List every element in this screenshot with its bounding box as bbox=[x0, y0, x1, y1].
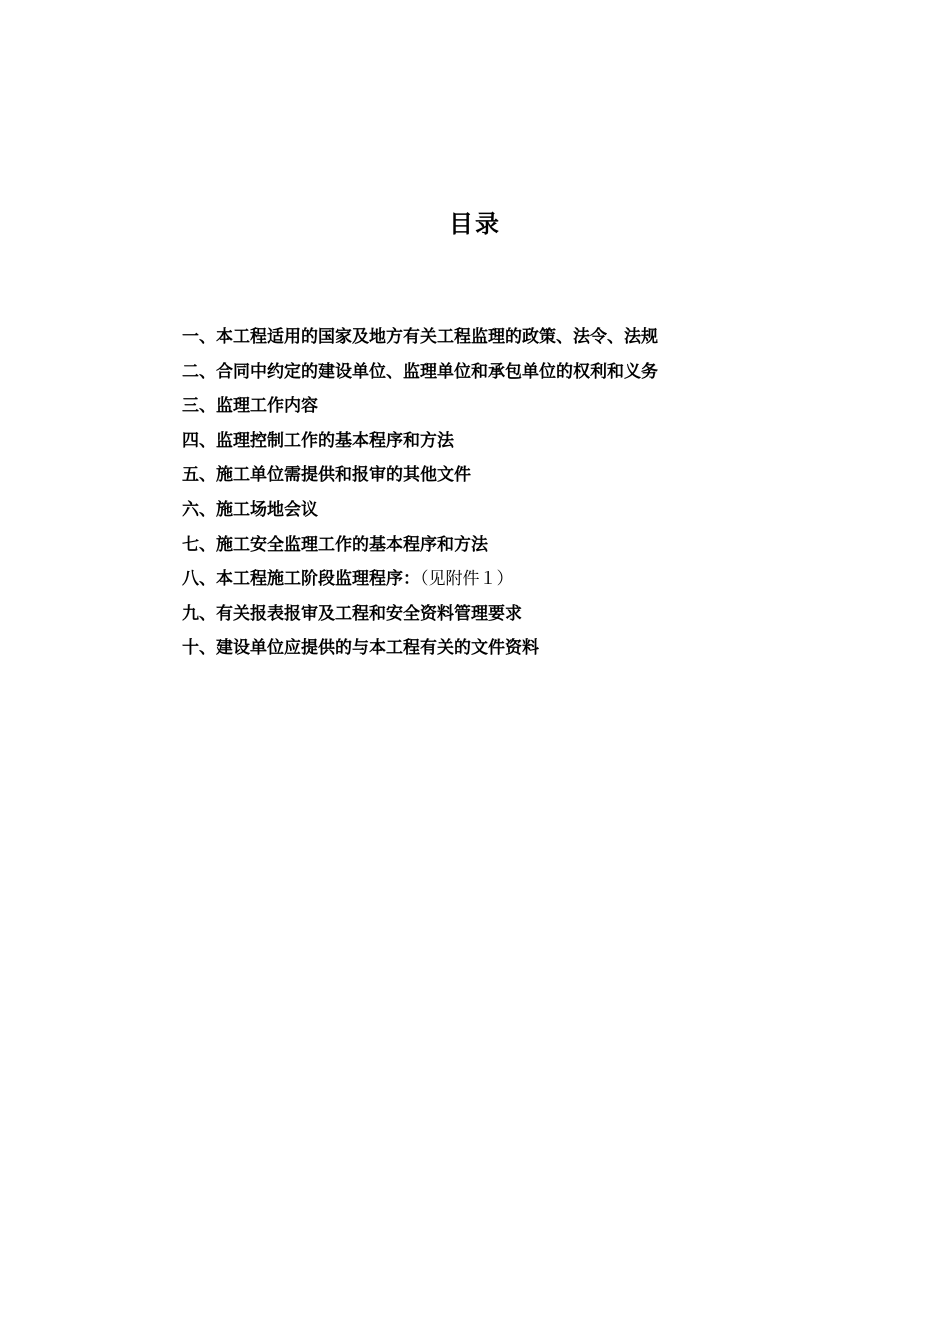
toc-item-text: 三、监理工作内容 bbox=[182, 396, 318, 417]
toc-item-10 bbox=[182, 631, 882, 666]
toc-item-5 bbox=[182, 458, 882, 493]
toc-item-8 bbox=[182, 562, 882, 597]
toc-item-7 bbox=[182, 528, 882, 563]
toc-title: 目录 bbox=[449, 210, 501, 238]
toc-item-3 bbox=[182, 389, 882, 424]
toc-item-text: 五、施工单位需提供和报审的其他文件 bbox=[182, 465, 471, 486]
toc-item-9 bbox=[182, 597, 882, 632]
toc-list bbox=[182, 320, 882, 666]
toc-item-6 bbox=[182, 493, 882, 528]
toc-item-text: 一、本工程适用的国家及地方有关工程监理的政策、法令、法规 bbox=[182, 327, 658, 347]
toc-item-text: 九、有关报表报审及工程和安全资料管理要求 bbox=[182, 603, 522, 624]
toc-item-text: 四、监理控制工作的基本程序和方法 bbox=[182, 430, 454, 451]
toc-item-text: 十、建设单位应提供的与本工程有关的文件资料 bbox=[182, 638, 539, 659]
toc-item-text: 八、本工程施工阶段监理程序： bbox=[182, 569, 420, 590]
toc-item-note: （见附件１） bbox=[420, 569, 514, 590]
toc-item-4 bbox=[182, 424, 882, 459]
toc-item-text: 七、施工安全监理工作的基本程序和方法 bbox=[182, 534, 488, 555]
toc-item-text: 六、施工场地会议 bbox=[182, 499, 318, 520]
toc-item-1 bbox=[182, 320, 882, 355]
toc-item-2 bbox=[182, 355, 882, 390]
toc-item-text: 二、合同中约定的建设单位、监理单位和承包单位的权利和义务 bbox=[182, 361, 658, 382]
